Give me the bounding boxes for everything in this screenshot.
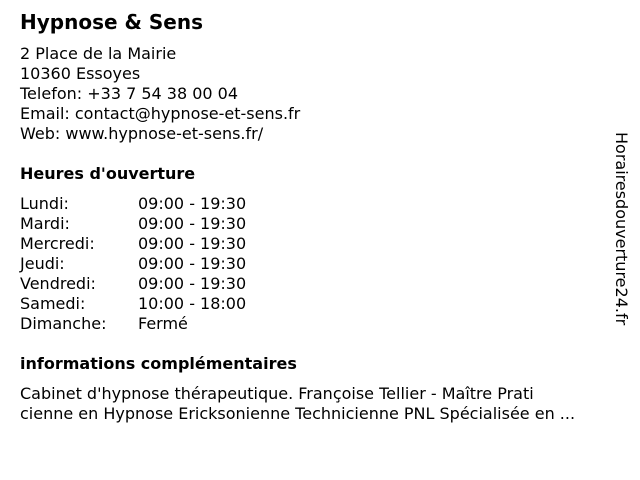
email-line: Email: contact@hypnose-et-sens.fr xyxy=(20,104,301,123)
phone-line: Telefon: +33 7 54 38 00 04 xyxy=(20,84,239,103)
time-range: 09:00 - 19:30 xyxy=(138,274,247,293)
business-description xyxy=(20,384,620,424)
description-line: cienne en Hypnose Ericksonienne Technicienne PNL Spécialisée en ... xyxy=(20,404,576,423)
day-label: Vendredi: xyxy=(20,274,96,293)
description-line: Cabinet d'hypnose thérapeutique. Françoise Tellier - Maître Prati xyxy=(20,384,534,403)
additional-info-heading: informations complémentaires xyxy=(20,354,297,373)
hours-row xyxy=(20,254,246,274)
web-line: Web: www.hypnose-et-sens.fr/ xyxy=(20,124,264,143)
day-label: Jeudi: xyxy=(20,254,65,273)
time-range: 09:00 - 19:30 xyxy=(138,194,247,213)
day-label: Mercredi: xyxy=(20,234,95,253)
hours-row xyxy=(20,234,246,254)
time-range: 09:00 - 19:30 xyxy=(138,234,247,253)
day-label: Samedi: xyxy=(20,294,86,313)
day-label: Dimanche: xyxy=(20,314,107,333)
contact-block xyxy=(20,44,300,144)
time-range: 10:00 - 18:00 xyxy=(138,294,247,313)
day-label: Lundi: xyxy=(20,194,69,213)
day-label: Mardi: xyxy=(20,214,70,233)
site-watermark: Horairesdouverture24.fr xyxy=(612,132,631,326)
hours-row xyxy=(20,214,246,234)
address-street: 2 Place de la Mairie xyxy=(20,44,177,63)
hours-row xyxy=(20,194,246,214)
opening-hours-table xyxy=(20,194,246,334)
time-range: Fermé xyxy=(138,314,188,333)
time-range: 09:00 - 19:30 xyxy=(138,254,247,273)
address-city: 10360 Essoyes xyxy=(20,64,141,83)
hours-row xyxy=(20,314,246,334)
hours-row xyxy=(20,294,246,314)
hours-row xyxy=(20,274,246,294)
time-range: 09:00 - 19:30 xyxy=(138,214,247,233)
opening-hours-heading: Heures d'ouverture xyxy=(20,164,196,183)
business-name: Hypnose & Sens xyxy=(20,10,204,34)
